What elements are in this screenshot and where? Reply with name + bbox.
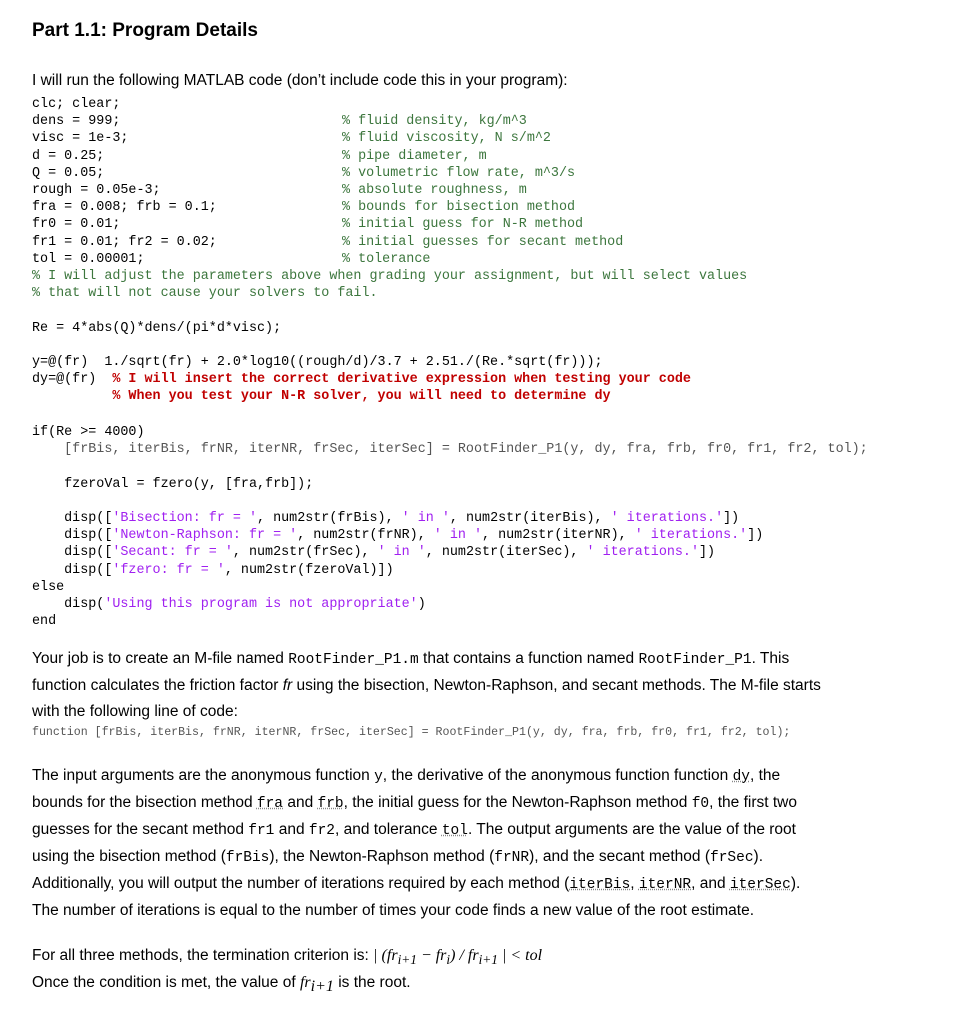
- setup-comment: % pipe diameter, m: [342, 148, 487, 164]
- disp-s3: ' iterations.': [634, 528, 748, 544]
- setup-code: d = 0.25;: [32, 148, 105, 164]
- arg-f0: f0: [691, 796, 710, 812]
- args-5a: Additionally, you will output the number of iterations required by each method (: [32, 875, 570, 892]
- main-code-block: [32, 424, 868, 630]
- disp-m1: , num2str(frNR),: [297, 528, 434, 544]
- arg-tol: tol: [441, 823, 468, 839]
- function-signature: function [frBis, iterBis, frNR, iterNR, frSec, iterSec] = RootFinder_P1(y, dy, fra, frb, fr0, fr1, fr2, tol);: [32, 726, 791, 739]
- dy-prefix: dy=@(fr): [32, 372, 113, 388]
- args-2a: bounds for the bisection method: [32, 794, 257, 811]
- args-5b: ,: [630, 875, 639, 892]
- page-title: Part 1.1: Program Details: [32, 20, 258, 41]
- args-2c: , the initial guess for the Newton-Raphson method: [343, 794, 692, 811]
- disp-s3: ' iterations.': [586, 545, 699, 561]
- job-text-1a: Your job is to create an M-file named: [32, 650, 289, 667]
- job-mfile-name: RootFinder_P1.m: [288, 652, 419, 668]
- disp-pre: disp([: [32, 511, 113, 527]
- setup-comment: % absolute roughness, m: [342, 182, 527, 198]
- args-2b: and: [283, 794, 318, 811]
- setup-comment: % fluid viscosity, N s/m^2: [342, 131, 551, 147]
- setup-line: [32, 130, 551, 147]
- setup-code: dens = 999;: [32, 114, 121, 130]
- setup-line: [32, 96, 217, 113]
- else-line: else: [32, 579, 65, 595]
- args-1b: , the derivative of the anonymous function function: [382, 767, 733, 784]
- arg-fr2: fr2: [308, 823, 335, 839]
- end-line: end: [32, 614, 57, 630]
- arg-frb: frb: [317, 796, 344, 812]
- termination-formula: [373, 947, 543, 968]
- args-4d: ).: [753, 848, 763, 865]
- setup-code: tol = 0.00001;: [32, 251, 145, 267]
- job-function-name: RootFinder_P1: [638, 652, 752, 668]
- arg-frSec: frSec: [710, 850, 754, 866]
- setup-comment: % initial guesses for secant method: [342, 234, 624, 250]
- anonymous-functions: [32, 354, 691, 406]
- arg-y: y: [374, 769, 383, 785]
- dy-indent: [32, 389, 112, 404]
- disp-s2: ' in ': [377, 545, 426, 561]
- disp-post: ]): [699, 545, 716, 561]
- setup-line: [32, 165, 576, 182]
- args-1a: The input arguments are the anonymous function: [32, 767, 375, 784]
- root-line: [32, 970, 411, 1000]
- args-6: The number of iterations is equal to the number of times your code finds a new value of the root estimate.: [32, 902, 754, 919]
- disp-s1: 'Newton-Raphson: fr = ': [112, 528, 298, 544]
- disp-pre: disp([: [32, 545, 113, 561]
- disp-s1: 'Secant: fr = ': [112, 545, 233, 561]
- reynolds-line: Re = 4*abs(Q)*dens/(pi*d*visc);: [32, 321, 282, 336]
- setup-code-block: [32, 96, 624, 268]
- args-3b: and: [274, 821, 309, 838]
- setup-comment: % initial guess for N-R method: [342, 217, 584, 233]
- setup-comment: % tolerance: [342, 251, 431, 267]
- dy-comment-1: % I will insert the correct derivative expression when testing your code: [112, 372, 691, 388]
- setup-code: fr1 = 0.01; fr2 = 0.02;: [32, 234, 217, 250]
- call-line: [frBis, iterBis, frNR, iterNR, frSec, iterSec] = RootFinder_P1(y, dy, fra, frb, fr0, fr1, fr2, tol);: [32, 442, 868, 458]
- disp-s3: ' iterations.': [610, 511, 724, 527]
- arg-iterNR: iterNR: [638, 877, 692, 893]
- arg-frBis: frBis: [225, 850, 270, 866]
- setup-comment: % bounds for bisection method: [342, 200, 576, 216]
- intro-text: I will run the following MATLAB code (don’t include code this in your program):: [32, 72, 568, 89]
- adjust-note-line-1: % I will adjust the parameters above when grading your assignment, but will select values: [32, 269, 748, 284]
- formula-part-1: | (fr: [373, 947, 398, 964]
- formula-sub-2: i: [446, 952, 451, 968]
- root-text-a: Once the condition is met, the value of: [32, 974, 300, 991]
- else-disp-pre: disp(: [32, 597, 105, 613]
- args-4b: ), the Newton-Raphson method (: [269, 848, 495, 865]
- setup-comment: % fluid density, kg/m^3: [342, 114, 527, 130]
- setup-comment: % volumetric flow rate, m^3/s: [342, 165, 576, 181]
- disp-fzero-pre: disp([: [32, 562, 113, 578]
- formula-part-3: ) / fr: [450, 947, 479, 964]
- setup-line: [32, 148, 487, 165]
- args-3a: guesses for the secant method: [32, 821, 249, 838]
- job-paragraph: [32, 646, 821, 725]
- termination-line: [32, 943, 542, 973]
- disp-m2: , num2str(iterNR),: [482, 528, 635, 544]
- arg-fr1: fr1: [248, 823, 275, 839]
- termination-text: For all three methods, the termination criterion is:: [32, 947, 374, 964]
- formula-sub-3: i+1: [478, 952, 498, 968]
- else-disp-post: ): [417, 597, 426, 613]
- root-text-b: is the root.: [333, 974, 411, 991]
- setup-line: [32, 199, 576, 216]
- setup-line: [32, 113, 527, 130]
- adjust-note-line-2: % that will not cause your solvers to fail.: [32, 286, 378, 302]
- disp-post: ]): [747, 528, 764, 544]
- adjust-note: [32, 268, 747, 302]
- disp-s2: ' in ': [401, 511, 450, 527]
- root-sub: i+1: [310, 978, 334, 996]
- disp-s1: 'Bisection: fr = ': [112, 511, 258, 527]
- if-line: if(Re >= 4000): [32, 425, 145, 440]
- args-4a: using the bisection method (: [32, 848, 226, 865]
- arg-fra: fra: [256, 796, 284, 812]
- setup-line: [32, 251, 431, 268]
- args-4c: ), and the secant method (: [529, 848, 711, 865]
- setup-line: [32, 216, 584, 233]
- args-3d: . The output arguments are the value of the root: [467, 821, 796, 838]
- job-text-2a: function calculates the friction factor: [32, 677, 283, 694]
- setup-line: [32, 234, 624, 251]
- arg-dy: dy: [732, 769, 751, 785]
- disp-m1: , num2str(frBis),: [257, 511, 402, 527]
- args-5d: ).: [790, 875, 801, 892]
- arg-iterSec: iterSec: [729, 877, 791, 893]
- setup-code: fra = 0.008; frb = 0.1;: [32, 200, 217, 216]
- setup-code: Q = 0.05;: [32, 165, 105, 181]
- setup-code: clc; clear;: [32, 97, 121, 112]
- job-text-2b: using the bisection, Newton-Raphson, and secant methods. The M-file starts: [292, 677, 821, 694]
- disp-s2: ' in ': [433, 528, 483, 544]
- disp-fzero-post: , num2str(fzeroVal)]): [224, 562, 394, 578]
- arg-iterBis: iterBis: [569, 877, 631, 893]
- args-3c: , and tolerance: [334, 821, 442, 838]
- disp-m2: , num2str(iterBis),: [449, 511, 611, 527]
- disp-m1: , num2str(frSec),: [232, 545, 378, 561]
- disp-m2: , num2str(iterSec),: [425, 545, 587, 561]
- arguments-paragraph: [32, 763, 800, 924]
- formula-sub-1: i+1: [397, 952, 417, 968]
- disp-pre: disp([: [32, 528, 113, 544]
- args-1c: , the: [750, 767, 781, 784]
- job-text-1b: that contains a function named: [418, 650, 639, 667]
- dy-comment-2: % When you test your N-R solver, you will need to determine dy: [112, 389, 611, 405]
- y-function-line: y=@(fr) 1./sqrt(fr) + 2.0*log10((rough/d)/3.7 + 2.51./(Re.*sqrt(fr)));: [32, 355, 603, 370]
- job-fr-symbol: fr: [282, 677, 293, 694]
- arg-frNR: frNR: [494, 850, 530, 866]
- else-disp-string: 'Using this program is not appropriate': [104, 597, 418, 613]
- job-text-3: with the following line of code:: [32, 703, 238, 720]
- setup-code: rough = 0.05e-3;: [32, 182, 161, 198]
- disp-lines: [32, 511, 763, 560]
- formula-part-2: − fr: [416, 947, 447, 964]
- formula-part-4: | < tol: [497, 947, 543, 964]
- job-text-1c: . This: [751, 650, 790, 667]
- root-fr: fr: [299, 974, 311, 991]
- args-2d: , the first two: [709, 794, 797, 811]
- fzero-line: fzeroVal = fzero(y, [fra,frb]);: [32, 476, 314, 492]
- setup-line: [32, 182, 527, 199]
- args-5c: , and: [691, 875, 730, 892]
- disp-post: ]): [723, 511, 740, 527]
- setup-code: visc = 1e-3;: [32, 131, 129, 147]
- setup-code: fr0 = 0.01;: [32, 217, 121, 233]
- disp-fzero-string: 'fzero: fr = ': [112, 562, 225, 578]
